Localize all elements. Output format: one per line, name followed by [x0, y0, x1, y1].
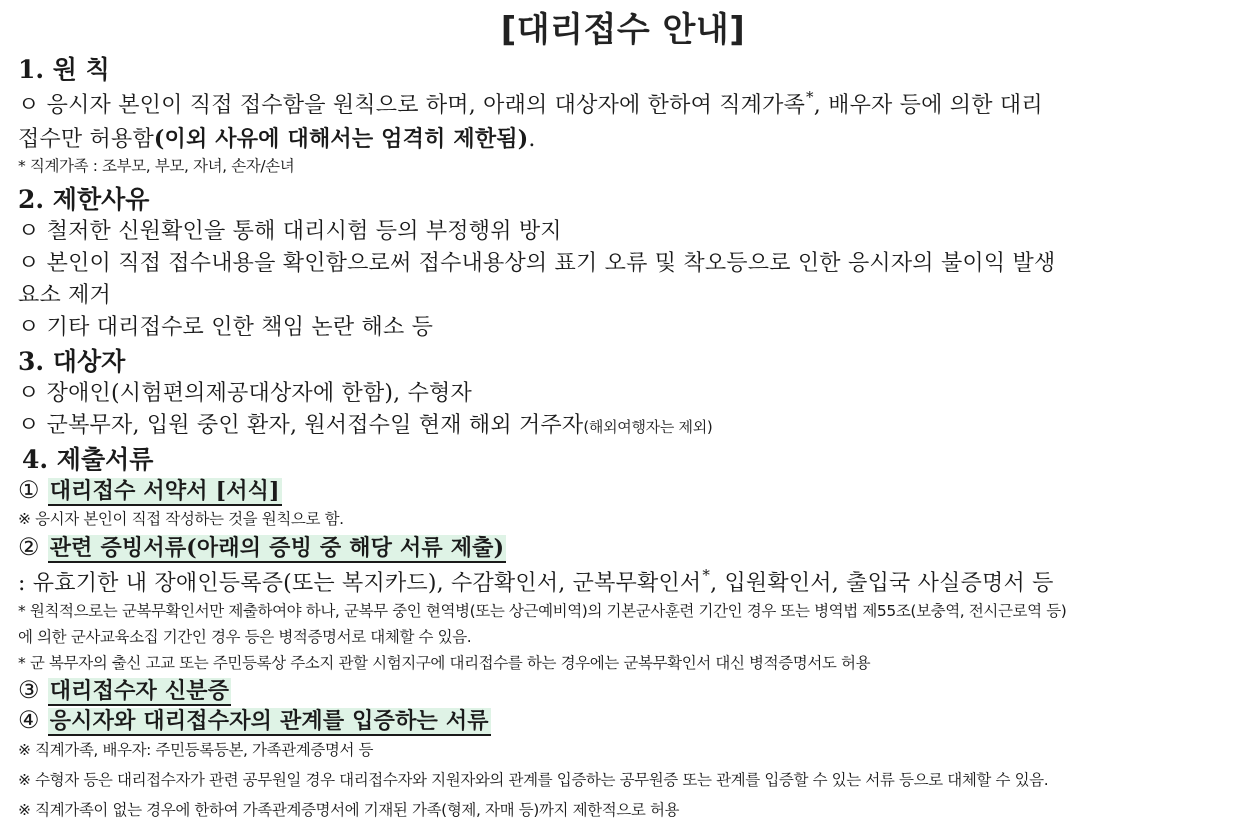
item-number: ②: [18, 533, 40, 561]
section-1-text-tail: , 배우자 등에 의한 대리: [813, 93, 1043, 118]
section-1-paragraph-line2: [18, 122, 536, 153]
family-footnote: * 직계가족 : 조부모, 부모, 자녀, 손자/손녀: [18, 157, 295, 175]
document-1-note: ※ 응시자 본인이 직접 작성하는 것을 원칙으로 함.: [18, 510, 344, 528]
document-item-4: [18, 704, 491, 735]
section-1-heading: 1. 원 칙: [18, 55, 110, 84]
document-4-note: ※ 수형자 등은 대리접수자가 관련 공무원일 경우 대리접수자와 지원자와의 관계를 입증하는 공무원증 또는 관계를 입증할 수 있는 서류 등으로 대체할 수 있음.: [18, 771, 1049, 789]
section-1-text-cont: 접수만 허용함: [18, 127, 154, 152]
section-2-item: ㅇ 철저한 신원확인을 통해 대리시험 등의 부정행위 방지: [18, 219, 562, 244]
document-2-list: [18, 566, 1054, 597]
section-3-item: [18, 408, 712, 439]
document-2-note-1-cont: 에 의한 군사교육소집 기간인 경우 등은 병적증명서로 대체할 수 있음.: [18, 628, 472, 646]
period: .: [528, 127, 536, 152]
section-3-item-small: (해외여행자는 제외): [583, 418, 713, 436]
item-number: ③: [18, 676, 40, 704]
document-3-label: 대리접수자 신분증: [49, 678, 230, 704]
document-2-label: 관련 증빙서류(아래의 증빙 중 해당 서류 제출): [49, 535, 505, 561]
footnote-mark: *: [806, 88, 814, 106]
section-1-text: ㅇ 응시자 본인이 직접 접수함을 원칙으로 하며, 아래의 대상자에 한하여 직계가족: [18, 93, 806, 118]
document-2-list-tail: , 입원확인서, 출입국 사실증명서 등: [710, 571, 1054, 596]
document-4-label: 응시자와 대리접수자의 관계를 입증하는 서류: [49, 708, 489, 734]
section-2-heading: 2. 제한사유: [18, 185, 150, 214]
pledge-form-link[interactable]: 대리접수 서약서 [서식]: [49, 478, 280, 504]
document-2-note-2: * 군 복무자의 출신 고교 또는 주민등록상 주소지 관할 시험지구에 대리접수를 하는 경우에는 군복무확인서 대신 병적증명서도 허용: [18, 654, 871, 672]
document-2-list-text: : 유효기한 내 장애인등록증(또는 복지카드), 수감확인서, 군복무확인서: [18, 571, 702, 596]
section-3-item-text: ㅇ 군복무자, 입원 중인 환자, 원서접수일 현재 해외 거주자: [18, 413, 584, 438]
item-number: ④: [18, 706, 40, 734]
document-item-3: [18, 674, 231, 705]
section-1-paragraph-line1: [18, 88, 1043, 119]
section-4-heading: 4. 제출서류: [22, 445, 154, 474]
document-4-note: ※ 직계가족, 배우자: 주민등록등본, 가족관계증명서 등: [18, 741, 374, 759]
page-title: [대리접수 안내]: [500, 10, 746, 50]
document-4-note: ※ 직계가족이 없는 경우에 한하여 가족관계증명서에 기재된 가족(형제, 자매 등)까지 제한적으로 허용: [18, 801, 680, 819]
section-2-item: ㅇ 본인이 직접 접수내용을 확인함으로써 접수내용상의 표기 오류 및 착오등으로 인한 응시자의 불이익 발생: [18, 251, 1056, 276]
section-3-item: ㅇ 장애인(시험편의제공대상자에 한함), 수형자: [18, 381, 472, 406]
document-item-1: [18, 474, 282, 505]
section-2-item-cont: 요소 제거: [18, 283, 112, 308]
section-2-item: ㅇ 기타 대리접수로 인한 책임 논란 해소 등: [18, 315, 434, 340]
footnote-mark: *: [702, 566, 711, 584]
document-2-note-1: * 원칙적으로는 군복무확인서만 제출하여야 하나, 군복무 중인 현역병(또는 상근예비역)의 기본군사훈련 기간인 경우 또는 병역법 제55조(보충역, 전시근로역 등): [18, 602, 1067, 620]
document-item-2: [18, 531, 506, 562]
section-3-heading: 3. 대상자: [18, 347, 126, 376]
restriction-notice: (이외 사유에 대해서는 엄격히 제한됨): [153, 126, 529, 152]
item-number: ①: [18, 476, 40, 504]
